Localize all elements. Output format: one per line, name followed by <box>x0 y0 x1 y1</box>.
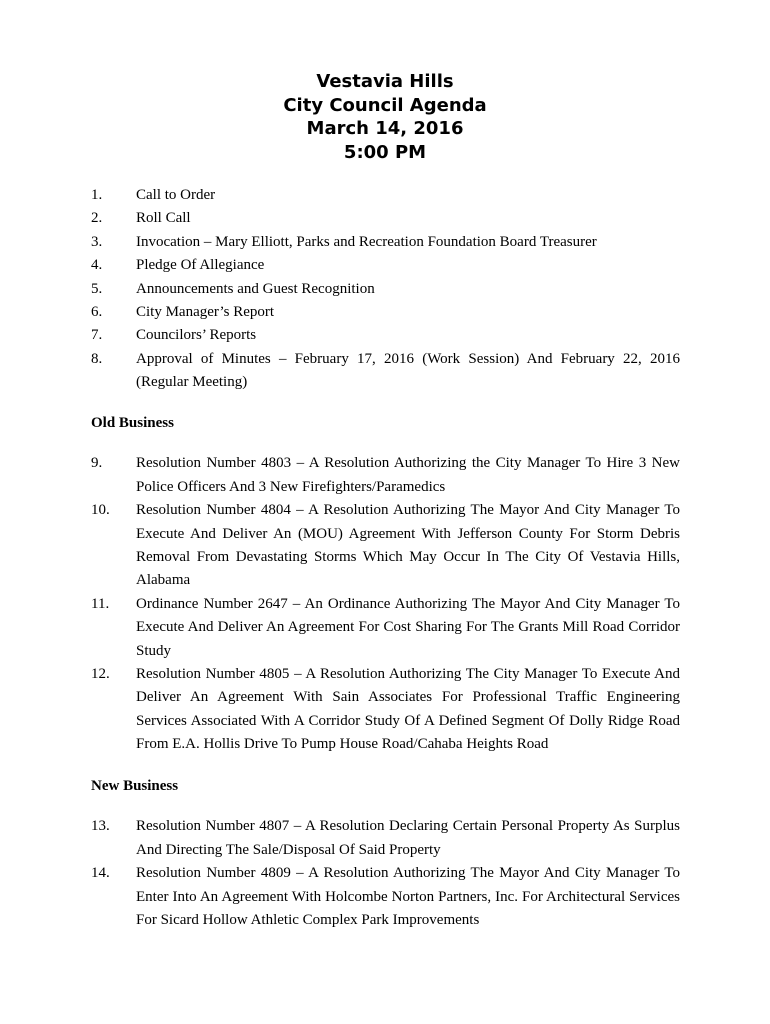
item-number: 2. <box>91 210 103 227</box>
agenda-title: City Council Agenda <box>283 94 487 116</box>
agenda-item <box>91 452 680 499</box>
item-number: 9. <box>91 455 103 472</box>
item-text: Resolution Number 4803 – A Resolution Authorizing the City Manager To Hire 3 New Police Officers And 3 New Firefighters/Paramedics <box>136 455 680 495</box>
item-number: 3. <box>91 233 103 250</box>
agenda-item <box>91 184 680 207</box>
item-number: 6. <box>91 304 103 321</box>
item-text: Resolution Number 4804 – A Resolution Authorizing The Mayor And City Manager To Execute And Deliver An (MOU) Agreement With Jefferson County For Storm Debris Removal From Devastating Storms Which May Occur In The City Of Vestavia Hills, Alabama <box>136 502 680 589</box>
item-text: Resolution Number 4807 – A Resolution Declaring Certain Personal Property As Surplus And Directing The Sale/Disposal Of Said Property <box>136 818 680 858</box>
agenda-item <box>91 663 680 757</box>
item-text: Invocation – Mary Elliott, Parks and Recreation Foundation Board Treasurer <box>136 233 597 250</box>
agenda-item <box>91 499 680 593</box>
item-number: 7. <box>91 327 103 344</box>
old-business-section <box>91 412 680 757</box>
item-text: Approval of Minutes – February 17, 2016 (Work Session) And February 22, 2016 (Regular Meeting) <box>136 350 680 391</box>
item-text: City Manager’s Report <box>136 304 275 321</box>
agenda-item <box>91 815 680 862</box>
item-number: 8. <box>91 350 103 367</box>
agenda-header <box>0 70 770 164</box>
item-number: 4. <box>91 257 103 274</box>
item-number: 14. <box>91 865 110 882</box>
agenda-item <box>91 231 680 254</box>
city-name: Vestavia Hills <box>316 71 454 92</box>
item-number: 13. <box>91 818 110 835</box>
new-business-heading: New Business <box>91 778 179 794</box>
item-number: 10. <box>91 502 110 519</box>
new-business-section <box>91 775 680 932</box>
item-text: Roll Call <box>136 210 191 227</box>
item-number: 5. <box>91 280 103 297</box>
old-business-heading: Old Business <box>91 415 174 431</box>
agenda-item <box>91 254 680 277</box>
agenda-date: March 14, 2016 <box>306 118 464 139</box>
item-text: Resolution Number 4809 – A Resolution Authorizing The Mayor And City Manager To Enter Into An Agreement With Holcombe Norton Partners, Inc. For Architectural Services For Sicard Hollow Athletic Complex Park Improvements <box>136 865 680 929</box>
item-text: Ordinance Number 2647 – An Ordinance Authorizing The Mayor And City Manager To Execute And Deliver An Agreement For Cost Sharing For The Grants Mill Road Corridor Study <box>136 595 680 659</box>
item-text: Resolution Number 4805 – A Resolution Authorizing The City Manager To Execute And Deliver An Agreement With Sain Associates For Professional Traffic Engineering Services Associated With A Corridor Study Of A Defined Segment Of Dolly Ridge Road From E.A. Hollis Drive To Pump House Road/Cahaba Heights Road <box>136 666 680 753</box>
agenda-item <box>91 348 680 395</box>
item-text: Pledge Of Allegiance <box>136 257 265 274</box>
agenda-item <box>91 278 680 301</box>
item-number: 12. <box>91 666 110 683</box>
opening-items-list <box>91 184 680 395</box>
agenda-item <box>91 862 680 932</box>
agenda-time: 5:00 PM <box>343 141 427 163</box>
item-text: Announcements and Guest Recognition <box>136 280 375 297</box>
item-text: Call to Order <box>136 187 216 203</box>
agenda-item <box>91 301 680 324</box>
agenda-item <box>91 207 680 230</box>
item-number: 1. <box>91 187 103 203</box>
agenda-item <box>91 593 680 663</box>
item-text: Councilors’ Reports <box>136 327 257 344</box>
agenda-item <box>91 324 680 347</box>
item-number: 11. <box>91 595 110 612</box>
